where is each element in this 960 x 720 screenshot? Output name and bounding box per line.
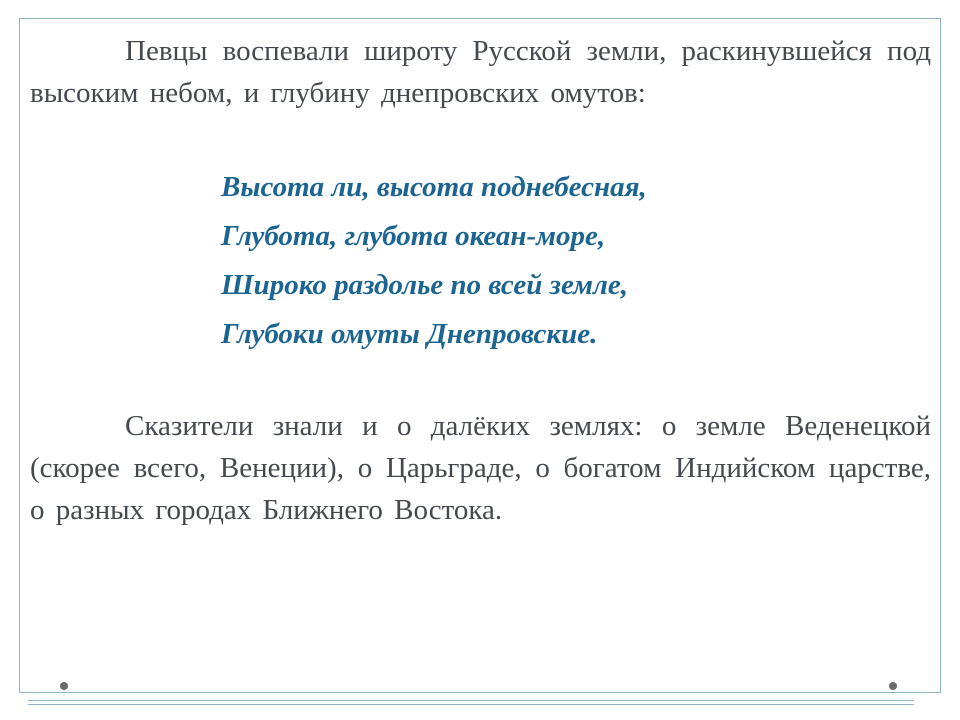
verse-line-2: Глубота, глубота океан-море, <box>221 220 606 252</box>
verse-block <box>221 163 931 359</box>
bottom-rule-upper <box>28 700 914 701</box>
decorative-dot-left <box>60 682 68 690</box>
verse-line-1: Высота ли, высота поднебесная, <box>221 171 647 203</box>
closing-paragraph: Сказители знали и о далёких землях: о земле Веденецкой (скорее всего, Венеции), о Царьграде, о богатом Индийском царстве, о разных городах Ближнего Востока. <box>30 410 931 526</box>
intro-paragraph: Певцы воспевали широту Русской земли, раскинувшейся под высоким небом, и глубину днепровских омутов: <box>30 35 931 109</box>
bottom-rule-lower <box>28 704 914 705</box>
slide-content <box>30 30 931 531</box>
verse-line-3: Широко раздолье по всей земле, <box>221 269 629 301</box>
decorative-dot-right <box>889 682 897 690</box>
verse-line-4: Глубоки омуты Днепровские. <box>221 318 598 350</box>
